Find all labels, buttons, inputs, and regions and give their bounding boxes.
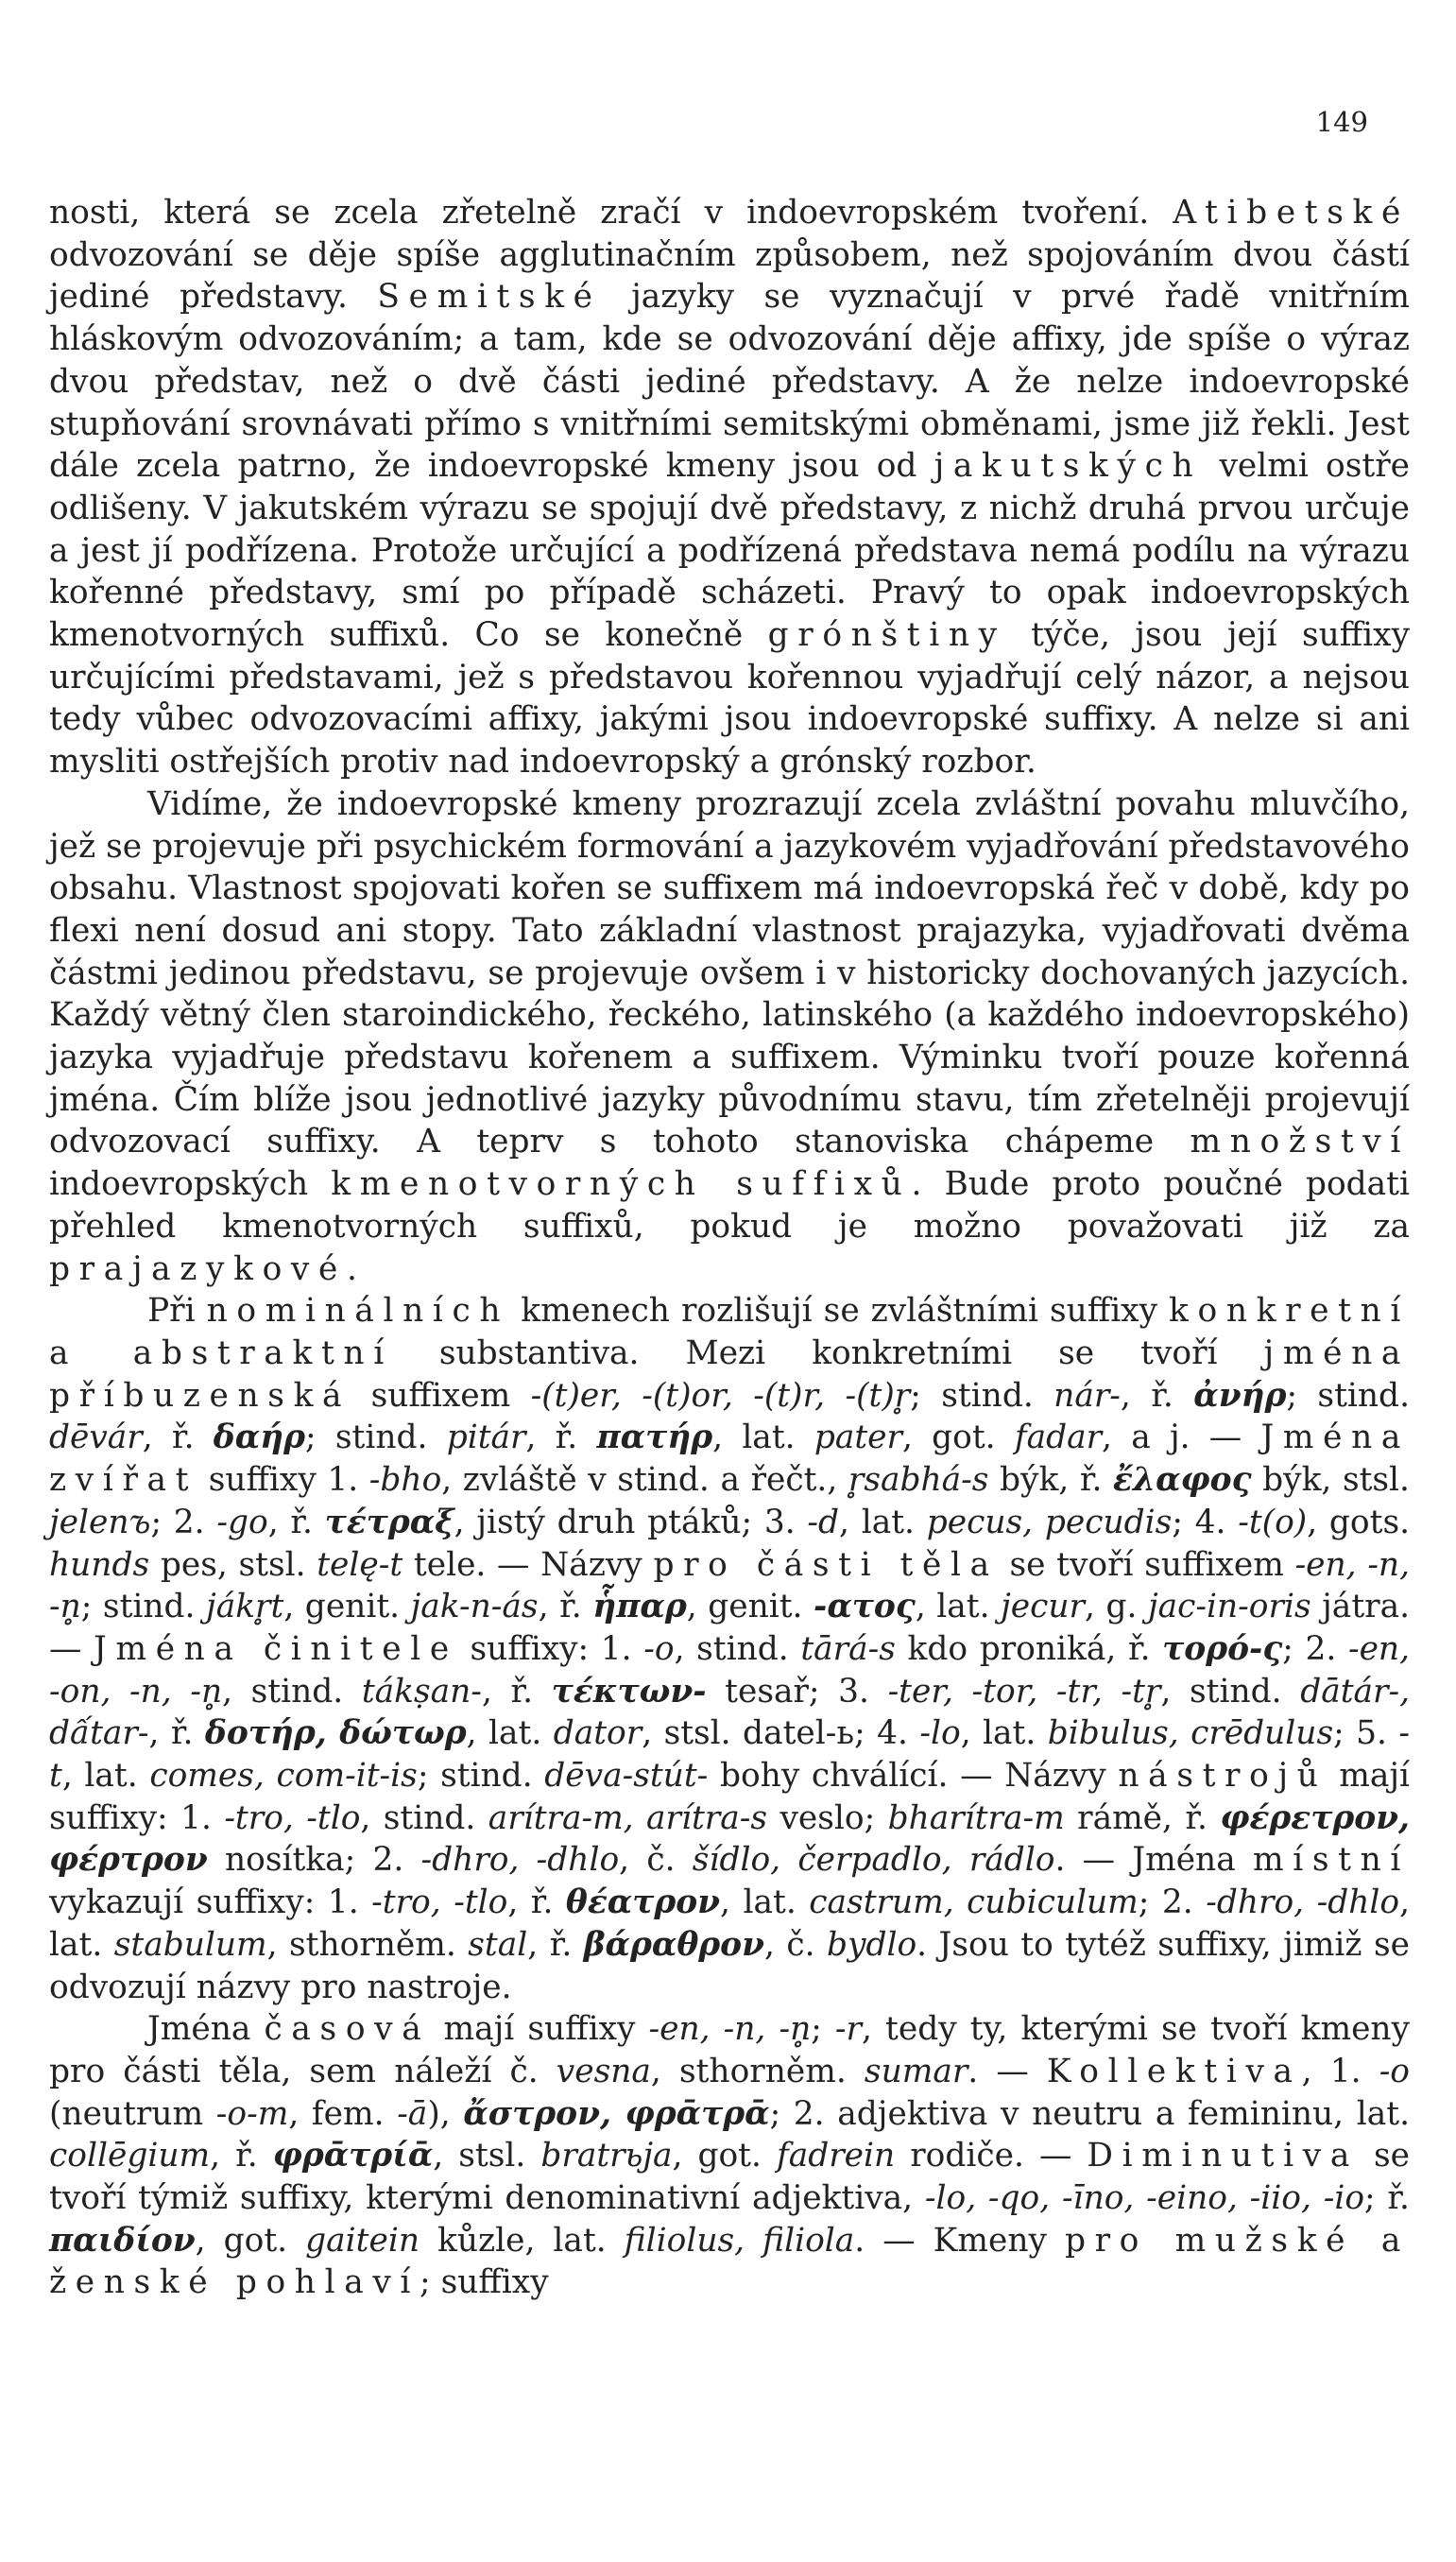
spaced-text: jména příbuzenská [49, 1333, 1410, 1415]
italic-term: -tro, -tlo [224, 1798, 361, 1837]
italic-term: -lo [919, 1714, 961, 1753]
italic-term: -dhro, -dhlo [1206, 1883, 1400, 1922]
italic-term: -r [834, 2010, 862, 2049]
italic-term: dātár-, dấtar- [49, 1672, 1411, 1753]
spaced-text: Semitské [377, 278, 602, 317]
italic-term: r̥sabhá-s [848, 1461, 989, 1500]
italic-term: tārá-s [800, 1629, 896, 1668]
greek-term: βάραθρον [583, 1925, 764, 1964]
italic-term: -o [643, 1629, 675, 1668]
italic-term: arítra-m, arítra-s [488, 1798, 768, 1837]
spaced-text: Diminutiva [1087, 2137, 1359, 2175]
greek-term: πατήρ [596, 1419, 713, 1457]
page-number: 149 [1315, 106, 1368, 138]
greek-term: ἄστρον, φρᾱτρᾱ [463, 2094, 770, 2133]
italic-term: gaitein [305, 2221, 420, 2260]
greek-term: φέρετρον, φέρτρον [49, 1798, 1410, 1880]
italic-term: dēvár [49, 1419, 143, 1457]
italic-term: -tro, -tlo [371, 1883, 508, 1922]
spaced-text: grónštiny [767, 616, 1006, 655]
italic-term: -(t)er, -(t)or, -(t)r, -(t)r̥ [530, 1376, 911, 1415]
spaced-text: časová [264, 2010, 431, 2049]
greek-term: φρᾱτρίᾱ [272, 2137, 434, 2175]
italic-term: -ā [397, 2094, 428, 2133]
italic-term: collēgium [49, 2137, 211, 2175]
spaced-text: Atibetské [1173, 194, 1410, 232]
italic-term: nár- [1053, 1376, 1121, 1415]
italic-term: -d [807, 1503, 840, 1541]
spaced-text: jakutských [934, 447, 1203, 486]
italic-term: tákṣan- [361, 1672, 482, 1711]
italic-term: bydlo [827, 1925, 917, 1964]
italic-term: -en, -n, -n̥ [49, 1545, 1411, 1626]
spaced-text: nástrojů [1118, 1757, 1328, 1796]
spaced-text: konkretní a abstraktní [49, 1292, 1411, 1372]
greek-term: δαήρ [213, 1419, 306, 1457]
spaced-text: Jména zvířat [49, 1419, 1410, 1500]
italic-term: -ter, -tor, -tr, -tr̥ [887, 1672, 1161, 1711]
italic-term: bharítra-m [887, 1798, 1065, 1837]
italic-term: -dhro, -dhlo [420, 1841, 620, 1880]
italic-term: jak-n-ás [410, 1588, 539, 1626]
italic-term: jac-in-oris [1147, 1588, 1311, 1626]
italic-term: pater [814, 1419, 902, 1457]
spaced-text: pro mužské a ženské pohlaví [49, 2221, 1410, 2302]
italic-term: -en, -n, -n̥ [648, 2010, 812, 2049]
greek-term: -ατος [814, 1588, 916, 1626]
italic-term: jákr̥t [206, 1588, 284, 1626]
italic-term: fadrein [776, 2137, 896, 2175]
spaced-text: pro části těla [653, 1545, 999, 1584]
italic-term: bratrьja [540, 2137, 673, 2175]
greek-term: ἔλαφος [1113, 1461, 1252, 1500]
greek-term: ἧπαρ [592, 1588, 687, 1626]
body-text [49, 192, 1410, 2304]
italic-term: -go [216, 1503, 268, 1541]
spaced-text: místní [1252, 1841, 1410, 1880]
italic-term: -lo, -qo, -īno, -eino, -iio, -io [924, 2179, 1365, 2218]
greek-term: δοτήρ, δώτωρ [204, 1714, 467, 1753]
italic-term: castrum, cubiculum [809, 1883, 1139, 1922]
italic-term: stal [468, 1925, 528, 1964]
spaced-text: kmenotvorných suffixů [331, 1165, 912, 1204]
italic-term: filiolus, filiola [624, 2221, 855, 2260]
greek-term: τέτραξ [324, 1503, 454, 1541]
paragraph: Jména časová mají suffixy -en, -n, -n̥; -r, tedy ty, kterými se tvoří kmeny pro části těla, sem náleží č. vesna, sthorněm. sumar. — Kollektiva, 1. -o (neutrum -o-m, fem. -ā), ἄστρον, φρᾱτρᾱ; 2. adjektiva v neutru a femininu, lat. collēgium, ř. φρᾱτρίᾱ, stsl. bratrьja, got. fadrein rodiče. — Diminutiva se tvoří týmiž suffixy, kterými denominativní adjektiva, -lo, -qo, -īno, -eino, -iio, -io; ř. παιδίον, got. gaitein kůzle, lat. filiolus, filiola. — Kmeny pro mužské a ženské pohlaví; suffixy [49, 2010, 1411, 2302]
italic-term: dator [553, 1714, 642, 1753]
italic-term: vesna [556, 2052, 651, 2090]
greek-term: τορό-ς [1162, 1629, 1283, 1668]
italic-term: -o [1379, 2052, 1411, 2090]
italic-term: stabulum [113, 1925, 267, 1964]
italic-term: jelenъ [49, 1503, 151, 1541]
italic-term: comes, com-it-is [149, 1757, 418, 1796]
italic-term: bibulus, crēdulus [1047, 1714, 1334, 1753]
greek-term: παιδίον [49, 2221, 196, 2260]
italic-term: -o-m [215, 2094, 289, 2133]
spaced-text: Kollektiva [1046, 2052, 1302, 2090]
spaced-text: prajazykové [49, 1249, 347, 1288]
italic-term: šídlo, čerpadlo, rádlo [692, 1841, 1055, 1880]
italic-term: sumar [864, 2052, 968, 2090]
paragraph: Vidíme, že indoevropské kmeny prozrazují zcela zvláštní povahu mluvčího, jež se projevuje při psychickém formování a jazykovém vyjadřování představového obsahu. Vlastnost spojovati kořen se suffixem má indoevropská řeč v době, kdy po flexi není dosud ani stopy. Tato základní vlastnost prajazyka, vyjadřovati dvěma částmi jedinou představu, se projevuje ovšem i v historicky dochovaných jazycích. Každý větný člen staroindického, řeckého, latinského (a každého indoevropského) jazyka vyjadřuje představu kořenem a suffixem. Výminku tvoří pouze kořenná jména. Čím blíže jsou jednotlivé jazyky původnímu stavu, tím zřetelněji projevují odvozovací suffixy. A teprv s tohoto stanoviska chápeme množství indoevropských kmenotvorných suffixů. Bude proto poučné podati přehled kmenotvorných suffixů, pokud je možno považovati již za prajazykové. [49, 784, 1410, 1288]
italic-term: hunds [49, 1545, 150, 1584]
italic-term: pecus, pecudis [926, 1503, 1173, 1541]
italic-term: jecur [1001, 1588, 1085, 1626]
spaced-text: množství [1190, 1123, 1410, 1161]
spaced-text: nominálních [206, 1292, 510, 1331]
greek-term: θέατρον [565, 1883, 721, 1922]
italic-term: -t(o) [1238, 1503, 1308, 1541]
italic-term: -bho [368, 1461, 442, 1500]
italic-term: dēva-stút- [544, 1757, 709, 1796]
paragraph: Při nominálních kmenech rozlišují se zvláštními suffixy konkretní a abstraktní substantiva. Mezi konkretními se tvoří jména příbuzenská suffixem -(t)er, -(t)or, -(t)r, -(t)r̥; stind. nár-, ř. ἀνήρ; stind. dēvár, ř. δαήρ; stind. pitár, ř. πατήρ, lat. pater, got. fadar, a j. — Jména zvířat suffixy 1. -bho, zvláště v stind. a řečt., r̥sabhá-s býk, ř. ἔλαφος býk, stsl. jelenъ; 2. -go, ř. τέτραξ, jistý druh ptáků; 3. -d, lat. pecus, pecudis; 4. -t(o), gots. hunds pes, stsl. telę-t tele. — Názvy pro části těla se tvoří suffixem -en, -n, -n̥; stind. jákr̥t, genit. jak-n-ás, ř. ἧπαρ, genit. -ατος, lat. jecur, g. jac-in-oris játra. — Jména činitele suffixy: 1. -o, stind. tārá-s kdo proniká, ř. τορό-ς; 2. -en, -on, -n, -n̥, stind. tákṣan-, ř. τέκτων- tesař; 3. -ter, -tor, -tr, -tr̥, stind. dātár-, dấtar-, ř. δοτήρ, δώτωρ, lat. dator, stsl. datel-ь; 4. -lo, lat. bibulus, crēdulus; 5. -t, lat. comes, com-it-is; stind. dēva-stút- bohy chválící. — Názvy nástrojů mají suffixy: 1. -tro, -tlo, stind. arítra-m, arítra-s veslo; bharítra-m rámě, ř. φέρετρον, φέρτρον nosítka; 2. -dhro, -dhlo, č. šídlo, čerpadlo, rádlo. — Jména místní vykazují suffixy: 1. -tro, -tlo, ř. θέατρον, lat. castrum, cubiculum; 2. -dhro, -dhlo, lat. stabulum, sthorněm. stal, ř. βάραθρον, č. bydlo. Jsou to tytéž suffixy, jimiž se odvozují názvy pro nastroje. [49, 1292, 1411, 2006]
italic-term: -t [49, 1714, 1410, 1796]
greek-term: ἀνήρ [1193, 1376, 1287, 1415]
greek-term: τέκτων- [551, 1672, 707, 1711]
italic-term: fadar [1014, 1419, 1103, 1457]
italic-term: -en, -on, -n, -n̥ [49, 1629, 1411, 1711]
spaced-text: Jména činitele [94, 1629, 458, 1668]
italic-term: pitár [446, 1419, 526, 1457]
paragraph: nosti, která se zcela zřetelně zračí v indoevropském tvoření. Atibetské odvozování se děje spíše agglutinačním způsobem, než spojováním dvou částí jediné představy. Semitské jazyky se vyznačují v prvé řadě vnitřním hláskovým odvozováním; a tam, kde se odvozování děje affixy, jde spíše o výraz dvou představ, než o dvě části jediné představy. A že nelze indoevropské stupňování srovnávati přímo s vnitřními semitskými obměnami, jsme již řekli. Jest dále zcela patrno, že indoevropské kmeny jsou od jakutských velmi ostře odlišeny. V jakutském výrazu se spojují dvě představy, z nichž druhá prvou určuje a jest jí podřízena. Protože určující a podřízená představa nemá podílu na výrazu kořenné představy, smí po případě scházeti. Pravý to opak indoevropských kmenotvorných suffixů. Co se konečně grónštiny týče, jsou její suffixy určujícími představami, jež s představou kořennou vyjadřují celý názor, a nejsou tedy vůbec odvozovacími affixy, jakými jsou indoevropské suffixy. A nelze si ani mysliti ostřejších protiv nad indoevropský a grónský rozbor. [49, 194, 1410, 782]
italic-term: telę-t [317, 1545, 403, 1584]
